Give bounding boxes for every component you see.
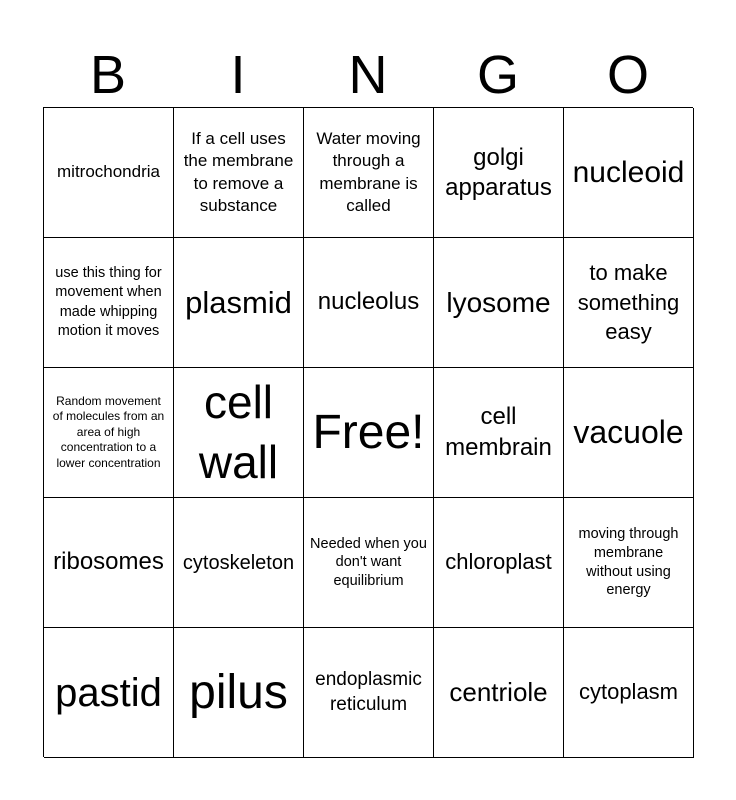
bingo-cell-text: cytoskeleton: [182, 551, 295, 574]
bingo-cell[interactable]: [304, 108, 434, 238]
bingo-cell-text: lyosome: [446, 286, 551, 318]
bingo-cell[interactable]: [434, 368, 564, 498]
bingo-cell[interactable]: [434, 628, 564, 758]
bingo-cell-text: cell wall: [198, 375, 279, 488]
bingo-cell[interactable]: [304, 628, 434, 758]
header-letter-n: N: [348, 45, 388, 105]
bingo-cell[interactable]: [44, 498, 174, 628]
header-letter-b: B: [89, 45, 127, 105]
free-space-cell[interactable]: [304, 368, 434, 498]
bingo-cell-text: nucleolus: [317, 288, 420, 316]
bingo-cell-text: ribosomes: [53, 548, 164, 576]
bingo-cell-text: Random movement of molecules from an area of high concentration to a lower concentration: [52, 393, 165, 470]
bingo-cell[interactable]: [44, 108, 174, 238]
bingo-cell[interactable]: [564, 628, 694, 758]
bingo-cell-text: vacuole: [573, 414, 684, 451]
free-space-text: Free!: [312, 405, 425, 459]
bingo-cell-text: centriole: [449, 676, 548, 707]
bingo-cell[interactable]: [564, 108, 694, 238]
bingo-cell[interactable]: [434, 238, 564, 368]
bingo-cell-text: Needed when you don't want equilibrium: [310, 535, 427, 589]
header-letter-o: O: [606, 45, 649, 105]
bingo-cell-text: pastid: [55, 670, 162, 715]
bingo-cell[interactable]: [434, 498, 564, 628]
bingo-cell[interactable]: [564, 368, 694, 498]
bingo-cell[interactable]: [44, 238, 174, 368]
bingo-cell[interactable]: [174, 498, 304, 628]
bingo-cell-text: mitrochondria: [57, 162, 160, 182]
bingo-cell-text: cell membrain: [445, 402, 552, 461]
bingo-cell[interactable]: [564, 498, 694, 628]
bingo-cell-text: cytoplasm: [578, 679, 679, 705]
bingo-cell[interactable]: [44, 368, 174, 498]
bingo-cell-text: pilus: [189, 665, 288, 719]
header-letter-i: I: [230, 45, 246, 105]
bingo-cell-text: If a cell uses the membrane to remove a substance: [183, 128, 294, 215]
bingo-cell[interactable]: [564, 238, 694, 368]
bingo-cell-text: use this thing for movement when made whipping motion it moves: [55, 264, 162, 339]
header-letter-g: G: [476, 45, 519, 105]
bingo-cell-text: plasmid: [185, 284, 292, 320]
bingo-header: [43, 44, 693, 106]
bingo-cell[interactable]: [174, 238, 304, 368]
bingo-cell[interactable]: [44, 628, 174, 758]
bingo-cell-text: moving through membrane without using energy: [578, 526, 679, 599]
bingo-cell[interactable]: [304, 238, 434, 368]
bingo-cell-text: endoplasmic reticulum: [315, 669, 422, 715]
bingo-card-grid: [43, 107, 693, 757]
bingo-cell[interactable]: [304, 498, 434, 628]
bingo-cell-text: golgi apparatus: [445, 143, 552, 201]
bingo-cell[interactable]: [174, 368, 304, 498]
bingo-cell[interactable]: [434, 108, 564, 238]
bingo-cell-text: to make something easy: [577, 259, 680, 345]
bingo-cell-text: nucleoid: [572, 155, 685, 189]
bingo-cell[interactable]: [174, 628, 304, 758]
bingo-cell-text: Water moving through a membrane is called: [316, 128, 421, 215]
bingo-cell[interactable]: [174, 108, 304, 238]
bingo-cell-text: chloroplast: [445, 549, 552, 575]
